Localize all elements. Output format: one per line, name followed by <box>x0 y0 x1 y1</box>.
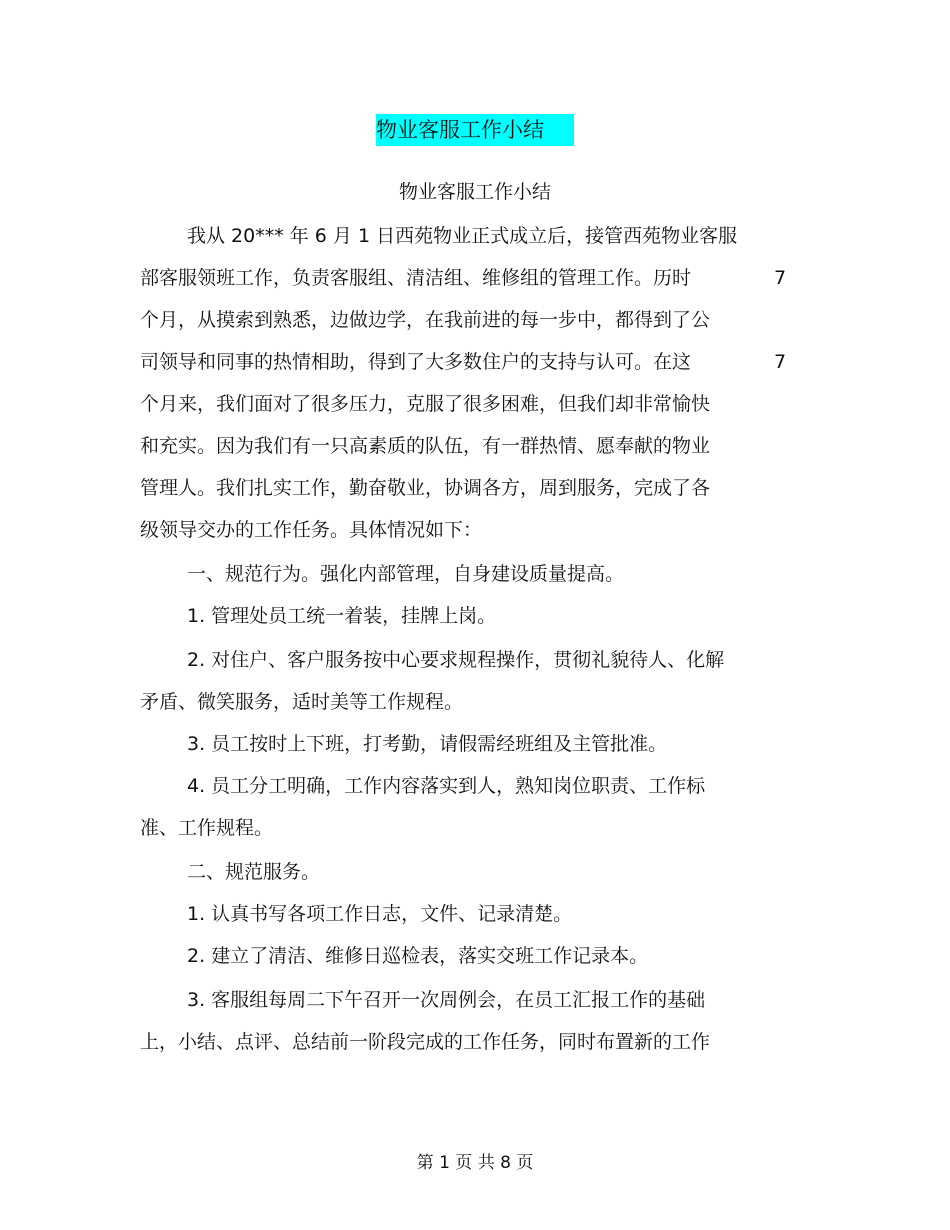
list-item-continuation: 准、工作规程。 <box>140 817 274 839</box>
paragraph-line: 个月来，我们面对了很多压力，克服了很多困难，但我们却非常愉快 <box>140 393 711 415</box>
paragraph-line: 个月，从摸索到熟悉，边做边学，在我前进的每一步中，都得到了公 <box>140 309 711 331</box>
section-heading: 二、规范服务。 <box>187 861 321 883</box>
highlighted-title: 物业客服工作小结 <box>376 114 574 146</box>
paragraph-line: 和充实。因为我们有一只高素质的队伍，有一群热情、愿奉献的物业 <box>140 435 711 457</box>
paragraph-line: 部客服领班工作，负责客服组、清洁组、维修组的管理工作。历时 <box>140 267 692 289</box>
list-item: 2. 对住户、客户服务按中心要求规程操作，贯彻礼貌待人、化解 <box>187 649 725 671</box>
section-heading: 一、规范行为。强化内部管理，自身建设质量提高。 <box>187 563 625 585</box>
list-item: 1. 认真书写各项工作日志，文件、记录清楚。 <box>187 903 573 925</box>
list-item: 2. 建立了清洁、维修日巡检表，落实交班工作记录本。 <box>187 945 649 967</box>
list-item-continuation: 矛盾、微笑服务，适时美等工作规程。 <box>140 691 464 713</box>
list-item: 1. 管理处员工统一着装，挂牌上岗。 <box>187 605 497 627</box>
list-item-continuation: 上，小结、点评、总结前一阶段完成的工作任务，同时布置新的工作 <box>140 1031 711 1053</box>
margin-number: 7 <box>774 267 787 289</box>
paragraph-line: 级领导交办的工作任务。具体情况如下： <box>140 519 483 541</box>
paragraph-line: 管理人。我们扎实工作，勤奋敬业，协调各方，周到服务，完成了各 <box>140 477 711 499</box>
paragraph-line: 我从 20*** 年 6 月 1 日西苑物业正式成立后，接管西苑物业客服 <box>187 225 738 247</box>
paragraph-line: 司领导和同事的热情相助，得到了大多数住户的支持与认可。在这 <box>140 351 692 373</box>
page-number-footer: 第 1 页 共 8 页 <box>416 1153 534 1173</box>
margin-number: 7 <box>774 351 787 373</box>
list-item: 4. 员工分工明确，工作内容落实到人，熟知岗位职责、工作标 <box>187 775 706 797</box>
document-subtitle: 物业客服工作小结 <box>398 181 551 203</box>
list-item: 3. 员工按时上下班，打考勤，请假需经班组及主管批准。 <box>187 733 668 755</box>
list-item: 3. 客服组每周二下午召开一次周例会，在员工汇报工作的基础 <box>187 989 706 1011</box>
